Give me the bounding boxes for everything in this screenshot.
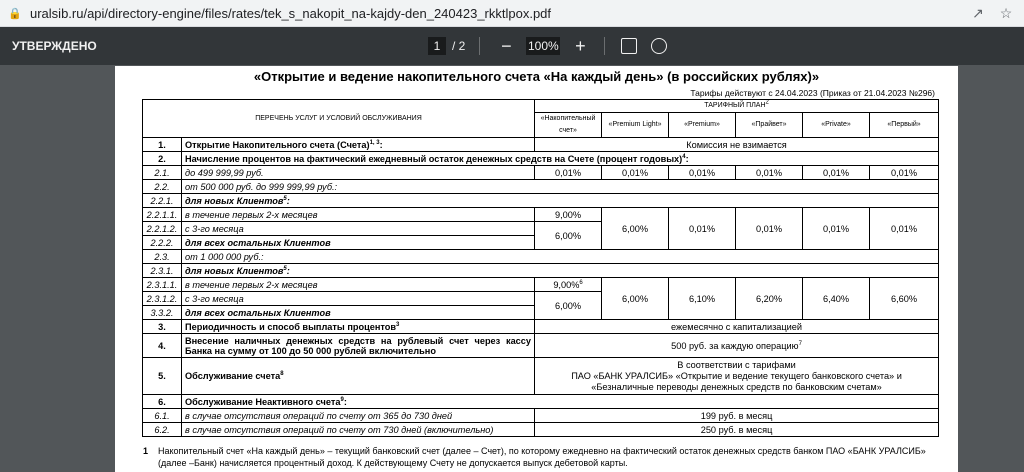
page-total: / 2 <box>452 39 466 53</box>
address-bar <box>0 0 1024 27</box>
table-row <box>143 358 939 395</box>
row-number: 2.2.1.2. <box>143 222 182 236</box>
row-value: В соответствии с тарифами ПАО «БАНК УРАЛСИБ» «Открытие и ведение текущего банковского счета» и «Безналичные переводы денежных средств по банковским счетам» <box>535 358 939 395</box>
rate-cell: 6,00% <box>535 292 602 320</box>
row-number: 3. <box>143 320 182 334</box>
row-label: в течение первых 2-х месяцев <box>182 208 535 222</box>
row-label: для всех остальных Клиентов <box>182 236 535 250</box>
tariff-date-note: Тарифы действуют с 24.04.2023 (Приказ от 21.04.2023 №296) <box>690 88 935 98</box>
row-label: в случае отсутствия операций по счету от 730 дней (включительно) <box>182 423 535 437</box>
toolbar-divider <box>604 37 605 55</box>
url-text[interactable]: uralsib.ru/api/directory-engine/files/rates/tek_s_nakopit_na-kajdy-den_240423_rkktlpox.pdf <box>30 5 552 21</box>
rate-cell: 0,01% <box>870 166 939 180</box>
row-label: Внесение наличных денежных средств на рублевый счет через кассу Банка на сумму от 100 до 50 000 рублей включительно <box>182 334 535 358</box>
page-number-input[interactable]: 1 <box>428 37 446 55</box>
table-row <box>143 180 939 194</box>
row-label: от 500 000 руб. до 999 999,99 руб.: <box>182 180 939 194</box>
rate-cell: 0,01% <box>602 166 669 180</box>
row-label: Начисление процентов на фактический ежедневный остаток денежных средств на Счете (процент годовых)$^4$: <box>182 152 939 166</box>
col-header: «Premium» <box>669 113 736 138</box>
row-label: Обслуживание Неактивного счета$^9$: <box>182 395 939 409</box>
footnote <box>143 445 933 469</box>
table-row <box>143 250 939 264</box>
row-number: 2.1. <box>143 166 182 180</box>
table-row <box>143 152 939 166</box>
row-label: Обслуживание счета$^8$ <box>182 358 535 395</box>
col-header: «Premium Light» <box>602 113 669 138</box>
pdf-page <box>115 66 958 472</box>
row-number: 4. <box>143 334 182 358</box>
row-number: 6.1. <box>143 409 182 423</box>
rate-cell: 9,00%$^6$ <box>535 278 602 292</box>
col-header: «Private» <box>803 113 870 138</box>
row-number: 2.2. <box>143 180 182 194</box>
row-number: 6.2. <box>143 423 182 437</box>
rotate-icon[interactable] <box>651 38 667 54</box>
header-services: ПЕРЕЧЕНЬ УСЛУГ И УСЛОВИЙ ОБСЛУЖИВАНИЯ <box>143 100 535 138</box>
row-label: с 3-го месяца <box>182 222 535 236</box>
rate-cell: 6,00% <box>602 208 669 250</box>
table-row <box>143 423 939 437</box>
row-label: для новых Клиентов$^5$: <box>182 194 939 208</box>
page-title: «Открытие и ведение накопительного счета «На каждый день» (в российских рублях)» <box>253 69 820 84</box>
rate-cell: 6,00% <box>535 222 602 250</box>
rate-cell: 6,40% <box>803 278 870 320</box>
row-number: 2.2.1. <box>143 194 182 208</box>
row-value: 250 руб. в месяц <box>535 423 939 437</box>
rate-cell: 0,01% <box>803 208 870 250</box>
table-row <box>143 334 939 358</box>
row-number: 2.3.1.1. <box>143 278 182 292</box>
header-plan: ТАРИФНЫЙ ПЛАН$^2$ <box>535 100 939 113</box>
row-number: 1. <box>143 138 182 152</box>
rate-cell: 0,01% <box>736 166 803 180</box>
rate-cell: 0,01% <box>669 208 736 250</box>
row-number: 2. <box>143 152 182 166</box>
row-label: Открытие Накопительного счета (Счета)$^{1, 3}$: <box>182 138 535 152</box>
rate-cell: 0,01% <box>803 166 870 180</box>
table-row <box>143 278 939 292</box>
row-number: 6. <box>143 395 182 409</box>
row-value: 500 руб. за каждую операцию$^7$ <box>535 334 939 358</box>
pdf-controls <box>428 27 667 65</box>
row-label: до 499 999,99 руб. <box>182 166 535 180</box>
rate-cell: 6,20% <box>736 278 803 320</box>
table-row <box>143 138 939 152</box>
row-number: 2.3. <box>143 250 182 264</box>
rate-cell: 0,01% <box>736 208 803 250</box>
col-header: «Накопительный счет» <box>535 113 602 138</box>
row-value: Комиссия не взимается <box>535 138 939 152</box>
row-number: 2.3.1. <box>143 264 182 278</box>
row-number: 5. <box>143 358 182 395</box>
table-header-row <box>143 100 939 113</box>
table-row <box>143 194 939 208</box>
row-number: 2.2.1.1. <box>143 208 182 222</box>
table-row <box>143 320 939 334</box>
zoom-out-button[interactable]: − <box>501 35 512 56</box>
footnote-text: Накопительный счет «На каждый день» – текущий банковский счет (далее – Счет), по которому ежедневно на фактический остаток денежных средств банком ПАО «БАНК УРАЛСИБ» (далее –Банк) начисляется процентный доход. К действующему Счету не допускается выпуск дебетовой карты. <box>158 446 926 468</box>
table-row <box>143 166 939 180</box>
col-header: «Первый» <box>870 113 939 138</box>
table-row <box>143 264 939 278</box>
document-title: УТВЕРЖДЕНО <box>12 39 97 53</box>
row-value: 199 руб. в месяц <box>535 409 939 423</box>
row-label: Периодичность и способ выплаты процентов$^3$ <box>182 320 535 334</box>
table-row <box>143 208 939 222</box>
rate-cell: 6,00% <box>602 278 669 320</box>
table-row <box>143 409 939 423</box>
rate-cell: 0,01% <box>669 166 736 180</box>
col-header: «Прайвет» <box>736 113 803 138</box>
row-number: 2.2.2. <box>143 236 182 250</box>
pdf-toolbar <box>0 27 1024 65</box>
bookmark-star-icon[interactable]: ☆ <box>999 4 1013 21</box>
row-value: ежемесячно с капитализацией <box>535 320 939 334</box>
tariff-table <box>142 99 939 437</box>
rate-cell: 9,00% <box>535 208 602 222</box>
lock-icon[interactable]: 🔒 <box>8 7 22 20</box>
footnote-number: 1 <box>143 446 149 456</box>
zoom-input[interactable]: 100% <box>527 39 559 53</box>
rate-cell: 6,60% <box>870 278 939 320</box>
toolbar-divider <box>479 37 480 55</box>
row-label: для всех остальных Клиентов <box>182 306 535 320</box>
row-number: 2.3.1.2. <box>143 292 182 306</box>
rate-cell: 0,01% <box>535 166 602 180</box>
row-number: 3.3.2. <box>143 306 182 320</box>
row-label: в случае отсутствия операций по счету от 365 до 730 дней <box>182 409 535 423</box>
table-row <box>143 395 939 409</box>
rate-cell: 0,01% <box>870 208 939 250</box>
rate-cell: 6,10% <box>669 278 736 320</box>
row-label: в течение первых 2-х месяцев <box>182 278 535 292</box>
zoom-in-button[interactable]: + <box>575 35 586 56</box>
share-icon[interactable]: ↗ <box>972 4 984 21</box>
row-label: от 1 000 000 руб.: <box>182 250 939 264</box>
row-label: с 3-го месяца <box>182 292 535 306</box>
fit-page-icon[interactable] <box>621 38 637 54</box>
row-label: для новых Клиентов$^5$: <box>182 264 939 278</box>
